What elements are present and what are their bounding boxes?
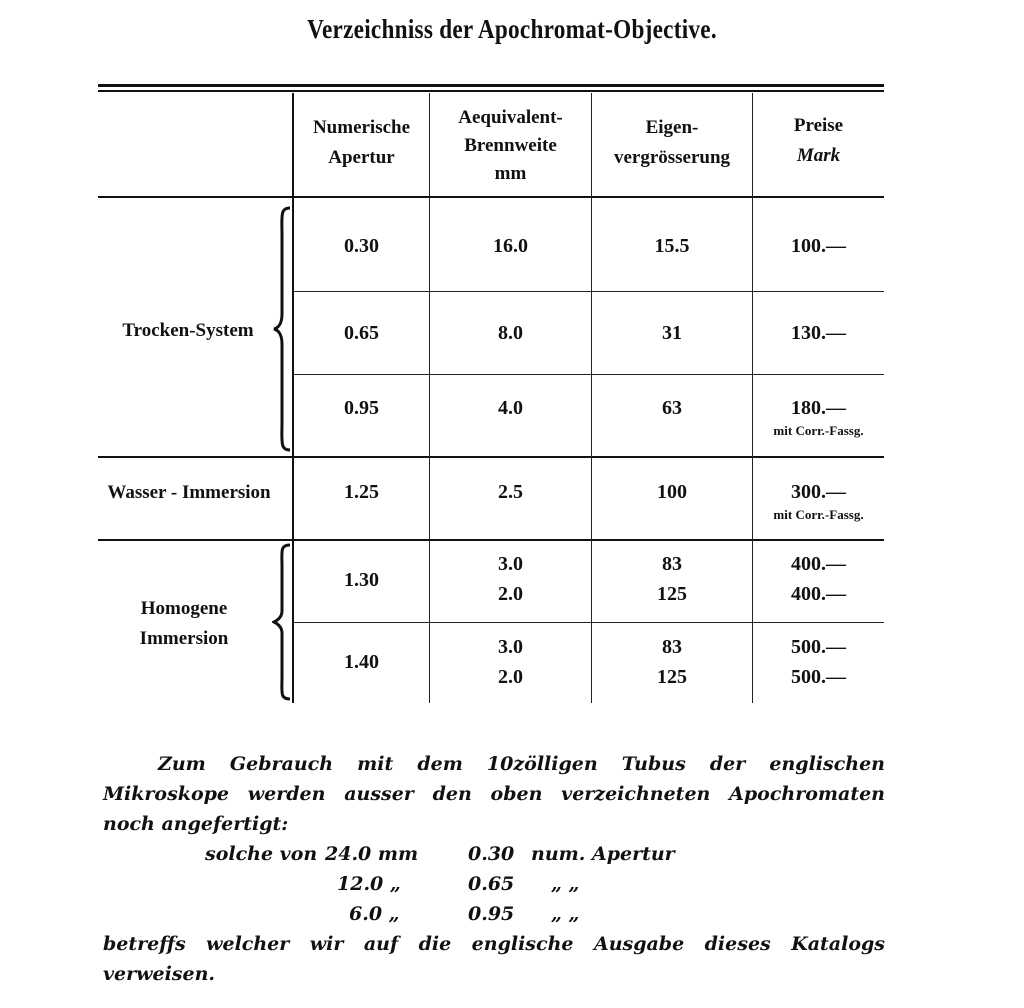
table-row: 0.95 [344, 397, 379, 419]
footnote-list-item: 12.0 „ 0.65 „ „ [337, 873, 580, 895]
page-title: Verzeichniss der Apochromat-Objective. [307, 14, 717, 44]
row-separator [294, 374, 884, 375]
table-row: 31 [662, 322, 682, 344]
table-row: 2.5 [498, 481, 523, 503]
footnote [103, 749, 885, 989]
header-vergroesserung: Eigen- vergrösserung [613, 117, 731, 168]
table-row: 4.0 [498, 397, 523, 419]
group-trocken-system: Trocken-System [122, 320, 254, 341]
table-row: 3.0 2.0 [498, 553, 523, 605]
brace-homogene [272, 543, 294, 701]
header-apertur: Numerische Apertur [312, 117, 411, 168]
table-row: 0.65 [344, 322, 379, 344]
table-row: 8.0 [498, 322, 523, 344]
group-homogene-immersion: Homogene Immersion [139, 598, 229, 649]
table-row: 63 [662, 397, 682, 419]
group-wasser-immersion: Wasser - Immersion [107, 482, 271, 503]
row-separator [294, 622, 884, 623]
footnote-list-item: solche von 24.0 mm 0.30 num. Apertur [205, 843, 675, 865]
table-row: 100.— [791, 235, 846, 257]
table-row: 83 125 [657, 636, 687, 688]
table-row: 1.25 [344, 481, 379, 503]
group-separator [98, 539, 884, 541]
table-row: 130.— [791, 322, 846, 344]
table-row: 100 [657, 481, 687, 503]
table-row: 15.5 [654, 235, 690, 257]
table-row: 1.40 [344, 651, 379, 673]
table-row: 3.0 2.0 [498, 636, 523, 688]
footnote-list-item: 6.0 „ 0.95 „ „ [349, 903, 580, 925]
table-row: 0.30 [344, 235, 379, 257]
group-separator [98, 456, 884, 458]
table-row: 500.— 500.— [791, 636, 846, 688]
header-bottom-rule [98, 196, 884, 198]
corr-fassung-note: mit Corr.-Fassg. [773, 507, 864, 522]
footnote-line: Zum Gebrauch mit dem 10zölligen Tubus der englischen [158, 753, 885, 775]
table-row: 16.0 [493, 235, 528, 257]
table-row: 83 125 [657, 553, 687, 605]
footnote-line: betreffs welcher wir auf die englische Ausgabe dieses Katalogs [103, 933, 885, 955]
table-top-rule-inner [98, 90, 884, 92]
table-row: 1.30 [344, 569, 379, 591]
table-row: 400.— 400.— [791, 553, 846, 605]
row-separator [294, 291, 884, 292]
header-brennweite: Aequivalent- Brennweite mm [458, 107, 563, 184]
brace-trocken [272, 206, 294, 452]
corr-fassung-note: mit Corr.-Fassg. [773, 423, 864, 438]
table-row: 300.— mit Corr.-Fassg. [753, 477, 884, 523]
table-row: 180.— mit Corr.-Fassg. [753, 393, 884, 439]
header-preise: Preise Mark [793, 115, 844, 166]
footnote-line: Mikroskope werden ausser den oben verzeichneten Apochromaten [103, 783, 885, 805]
footnote-line: verweisen. [103, 963, 216, 985]
table-top-rule [98, 84, 884, 87]
footnote-line: noch angefertigt: [103, 813, 289, 835]
